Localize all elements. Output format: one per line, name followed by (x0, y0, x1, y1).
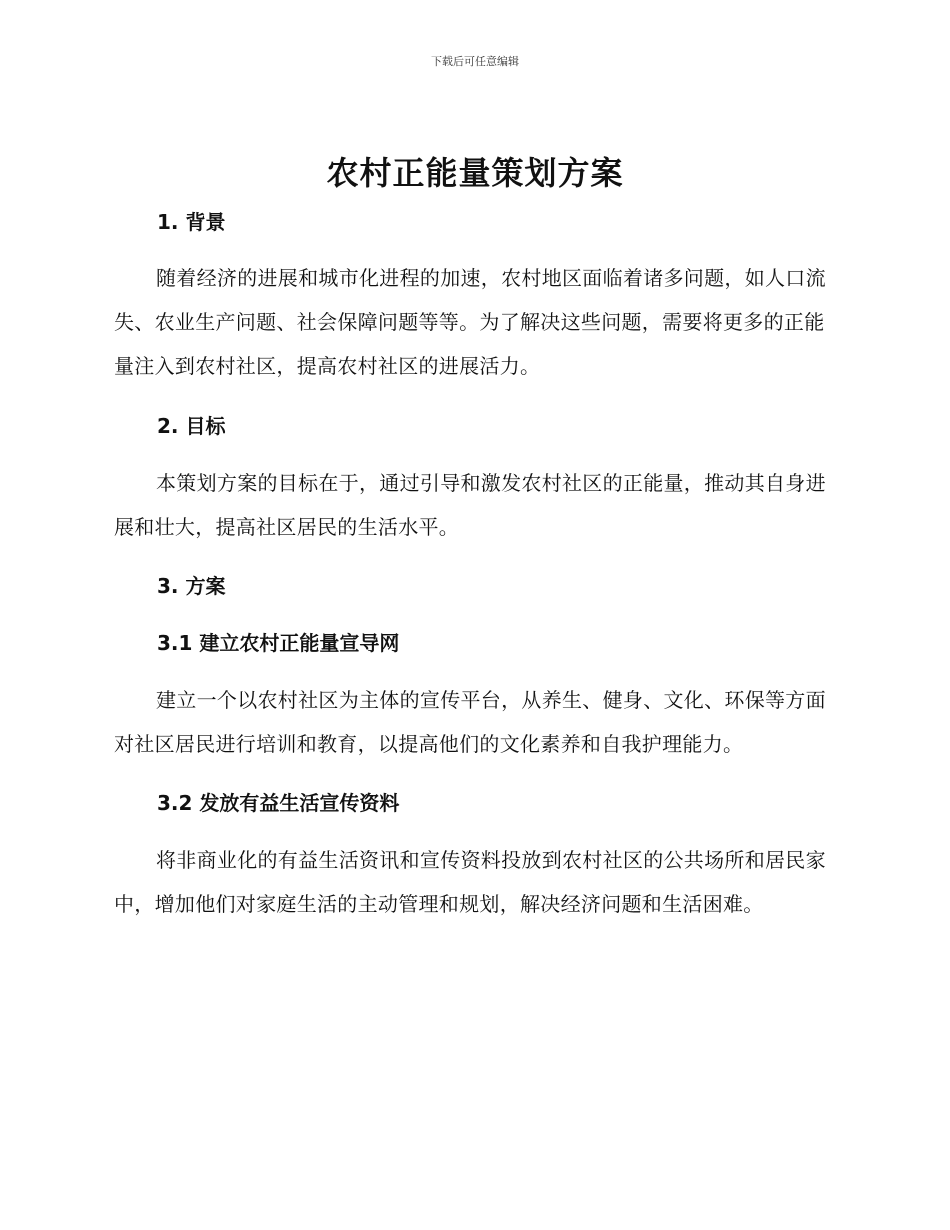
page-header-note: 下载后可任意编辑 (431, 55, 519, 68)
section-body-background: 随着经济的进展和城市化进程的加速，农村地区面临着诸多问题，如人口流失、农业生产问题、社会保障问题等等。为了解决这些问题，需要将更多的正能量注入到农村社区，提高农村社区的进展活力。 (114, 266, 826, 378)
section-heading-plan: 3. 方案 (157, 574, 226, 598)
subsection-heading-3-1: 3.1 建立农村正能量宣导网 (157, 631, 400, 655)
subsection-body-3-1: 建立一个以农村社区为主体的宣传平台，从养生、健身、文化、环保等方面对社区居民进行培训和教育，以提高他们的文化素养和自我护理能力。 (114, 688, 826, 756)
section-heading-goal: 2. 目标 (157, 414, 226, 438)
subsection-body-3-2: 将非商业化的有益生活资讯和宣传资料投放到农村社区的公共场所和居民家中，增加他们对家庭生活的主动管理和规划，解决经济问题和生活困难。 (114, 848, 826, 916)
document-title: 农村正能量策划方案 (326, 154, 624, 192)
subsection-heading-3-2: 3.2 发放有益生活宣传资料 (157, 791, 400, 815)
section-heading-background: 1. 背景 (157, 210, 226, 234)
section-body-goal: 本策划方案的目标在于，通过引导和激发农村社区的正能量，推动其自身进展和壮大，提高社区居民的生活水平。 (114, 471, 826, 539)
